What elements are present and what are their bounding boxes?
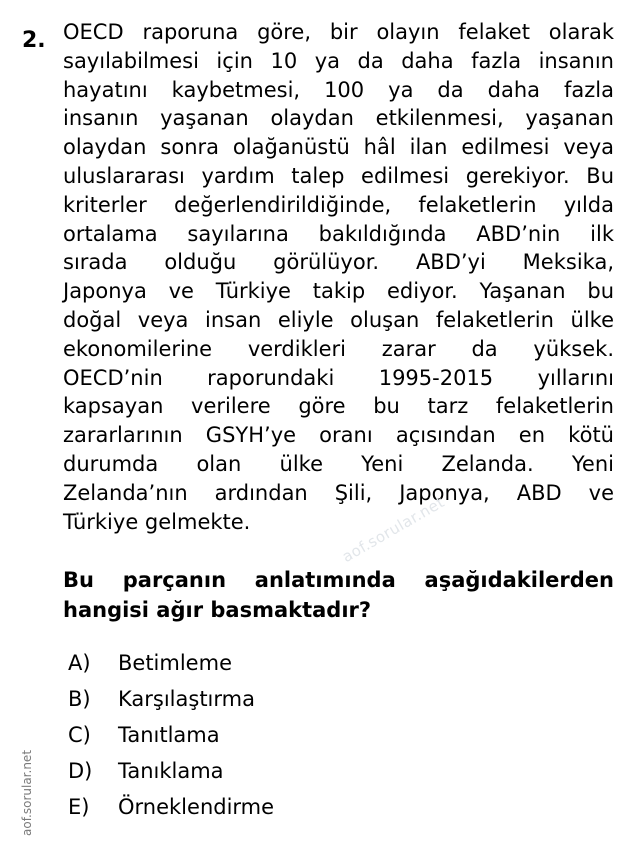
option-c[interactable] <box>68 717 274 753</box>
passage-line: Zelanda’nın ardından Şili, Japonya, ABD ve <box>63 480 614 505</box>
passage-line: Japonya ve Türkiye takip ediyor. Yaşanan bu <box>63 279 614 304</box>
passage-line: zararlarının GSYH’ye oranı açısından en kötü <box>63 423 614 448</box>
option-text: Örneklendirme <box>118 795 275 819</box>
passage-line: insanın yaşanan olaydan etkilenmesi, yaşanan <box>63 106 614 131</box>
passage-line: OECD raporuna göre, bir olayın felaket olarak <box>63 20 614 44</box>
passage-line: sırada olduğu görülüyor. ABD’yi Meksika, <box>63 250 614 275</box>
passage-line: ekonomilerine verdikleri zarar da yüksek. <box>63 336 614 361</box>
option-letter: A) <box>68 651 91 675</box>
passage-line: OECD’nin raporundaki 1995-2015 yıllarını <box>63 365 614 390</box>
option-text: Karşılaştırma <box>118 687 255 711</box>
passage-line: ortalama sayılarına bakıldığında ABD’nin ilk <box>63 221 614 246</box>
passage-line: doğal veya insan eliyle oluşan felaketlerin ülke <box>63 307 614 332</box>
option-letter: E) <box>68 795 90 819</box>
passage-line: kriterler değerlendirildiğinde, felaketlerin yılda <box>63 192 614 217</box>
option-letter: D) <box>68 759 93 783</box>
passage-line: kapsayan verilere göre bu tarz felaketlerin <box>63 394 614 419</box>
prompt-line: hangisi ağır basmaktadır? <box>63 598 372 622</box>
option-d[interactable] <box>68 753 274 789</box>
option-b[interactable] <box>68 681 274 717</box>
passage-line: uluslararası yardım talep edilmesi gerekiyor. Bu <box>63 163 614 188</box>
option-text: Betimleme <box>118 651 232 675</box>
side-watermark: aof.sorular.net <box>20 749 34 836</box>
passage-line: sayılabilmesi için 10 ya da daha fazla insanın <box>63 48 614 73</box>
question-passage <box>63 18 614 536</box>
answer-options <box>68 645 274 825</box>
option-text: Tanıklama <box>118 759 224 783</box>
prompt-line: Bu parçanın anlatımında aşağıdakilerden <box>63 568 614 592</box>
option-letter: B) <box>68 687 91 711</box>
question-prompt <box>63 565 614 625</box>
passage-line: Türkiye gelmekte. <box>63 509 251 534</box>
passage-line: hayatını kaybetmesi, 100 ya da daha fazla <box>63 77 614 102</box>
passage-line: olaydan sonra olağanüstü hâl ilan edilmesi veya <box>63 135 614 160</box>
option-a[interactable] <box>68 645 274 681</box>
option-text: Tanıtlama <box>118 723 220 747</box>
passage-line: durumda olan ülke Yeni Zelanda. Yeni <box>63 451 614 476</box>
question-number: 2. <box>22 28 46 53</box>
option-letter: C) <box>68 723 91 747</box>
option-e[interactable] <box>68 789 274 825</box>
center-watermark: aof.sorular.net <box>339 492 448 566</box>
